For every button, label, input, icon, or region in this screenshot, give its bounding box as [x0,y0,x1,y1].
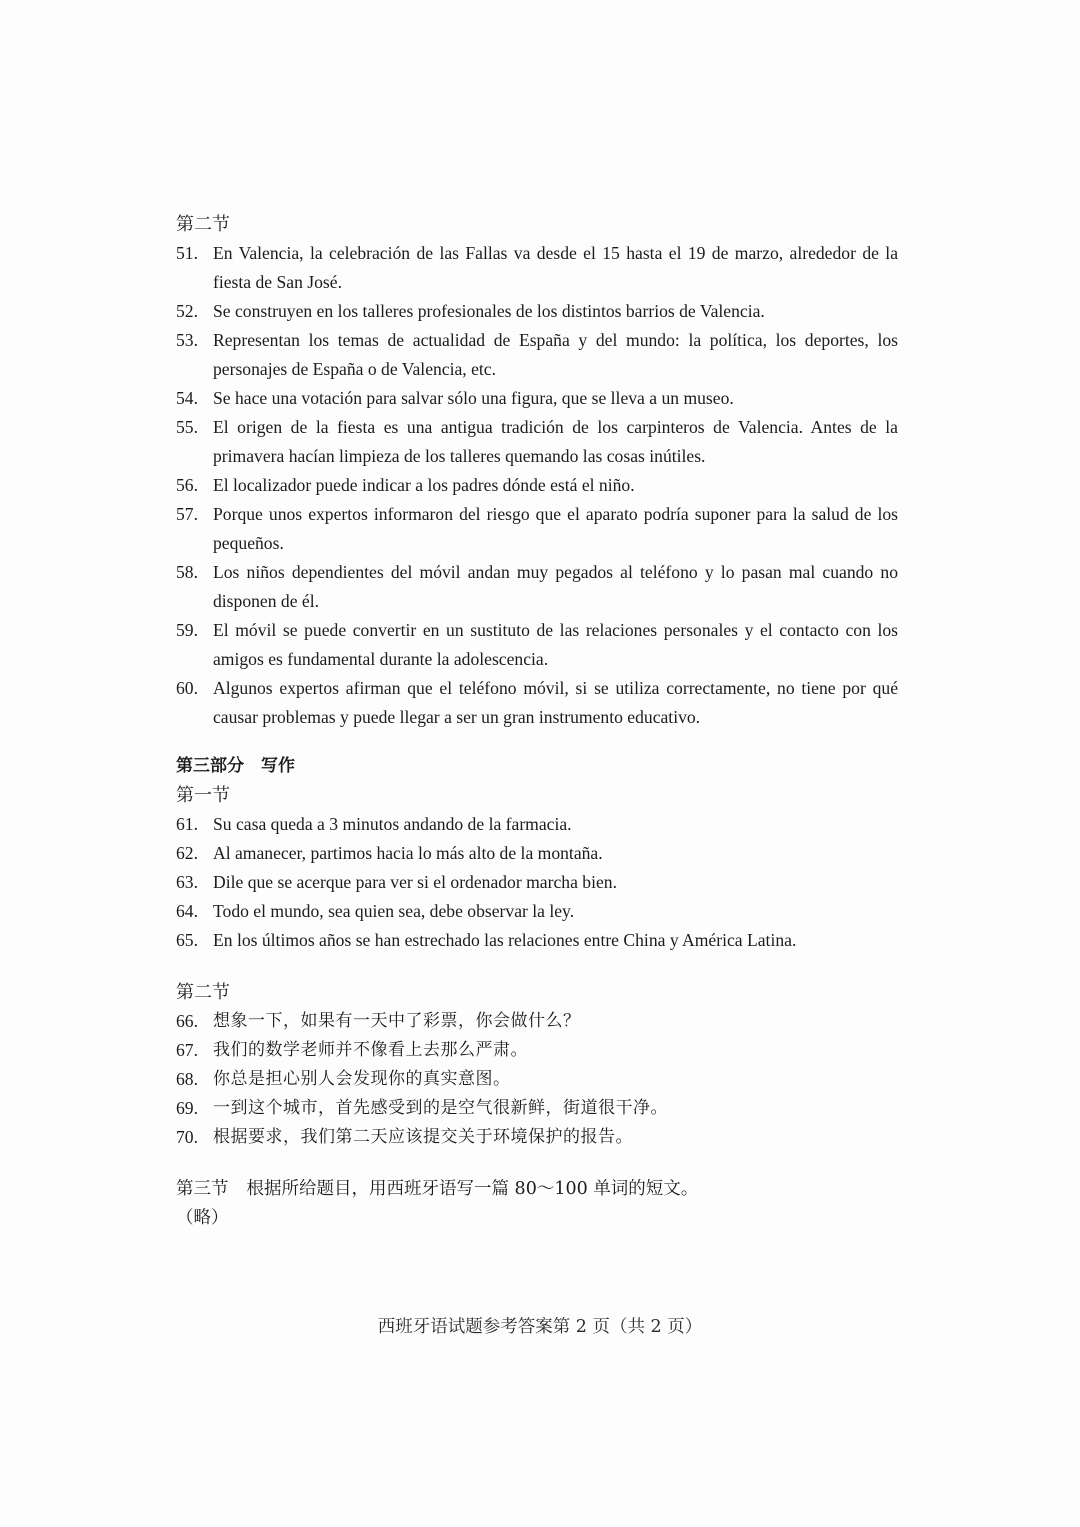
item-number: 62. [176,843,198,863]
section-heading-part3-section2: 第二节 [176,982,230,1002]
section-heading-part2-section2: 第二节 [176,214,230,234]
item-number: 68. [176,1069,198,1089]
answer-item-67 [176,1036,898,1065]
item-text: El origen de la fiesta es una antigua tradición de los carpinteros de Valencia. Antes de la primavera hacían limpieza de los talleres quemando las cosas inútiles. [213,417,898,466]
section3-instruction: 根据所给题目，用西班牙语写一篇 80～100 单词的短文。 [246,1179,699,1199]
item-number: 69. [176,1098,198,1118]
item-number: 54. [176,388,198,408]
item-text: El móvil se puede convertir en un sustituto de las relaciones personales y el contacto con los amigos es fundamental durante la adolescencia. [213,620,898,669]
item-text: El localizador puede indicar a los padres dónde está el niño. [213,475,635,495]
item-number: 67. [176,1040,198,1060]
item-number: 58. [176,562,198,582]
section3-instruction-line [176,1175,898,1204]
item-number: 64. [176,901,198,921]
item-number: 66. [176,1011,198,1031]
answer-item-56 [176,471,898,500]
item-number: 55. [176,417,198,437]
item-text: Algunos expertos afirman que el teléfono móvil, si se utiliza correctamente, no tiene por qué causar problemas y puede llegar a ser un gran instrumento educativo. [213,678,898,727]
part-heading-writing: 第三部分 写作 [176,756,295,776]
item-text: Los niños dependientes del móvil andan muy pegados al teléfono y lo pasan mal cuando no disponen de él. [213,562,898,611]
item-number: 52. [176,301,198,321]
answer-item-53 [176,326,898,384]
item-text: Su casa queda a 3 minutos andando de la farmacia. [213,814,572,834]
answer-item-62 [176,839,898,868]
item-text: Se hace una votación para salvar sólo una figura, que se lleva a un museo. [213,388,734,408]
item-text: 我们的数学老师并不像看上去那么严肃。 [213,1040,528,1060]
item-text: Se construyen en los talleres profesionales de los distintos barrios de Valencia. [213,301,765,321]
item-text: Porque unos expertos informaron del riesgo que el aparato podría suponer para la salud de los pequeños. [213,504,898,553]
item-text: 根据要求，我们第二天应该提交关于环境保护的报告。 [213,1127,633,1147]
page-content [176,210,898,1233]
omitted-note: （略） [176,1208,229,1228]
answer-item-69 [176,1094,898,1123]
answer-item-66 [176,1007,898,1036]
item-number: 53. [176,330,198,350]
answer-item-52 [176,297,898,326]
spacer [176,955,898,978]
item-number: 56. [176,475,198,495]
item-text: Dile que se acerque para ver si el ordenador marcha bien. [213,872,617,892]
section-heading-part3-section3: 第三节 [176,1179,229,1199]
spacer [176,1152,898,1175]
answer-item-68 [176,1065,898,1094]
item-text: En los últimos años se han estrechado las relaciones entre China y América Latina. [213,930,797,950]
answer-item-65 [176,926,898,955]
item-text: 你总是担心别人会发现你的真实意图。 [213,1069,511,1089]
answer-item-61 [176,810,898,839]
answer-item-70 [176,1123,898,1152]
answer-item-60 [176,674,898,732]
item-number: 60. [176,678,198,698]
answer-item-63 [176,868,898,897]
page-footer: 西班牙语试题参考答案第 2 页（共 2 页） [377,1317,703,1337]
item-text: Representan los temas de actualidad de España y del mundo: la política, los deportes, los personajes de España o de Valencia, etc. [213,330,898,379]
item-text: 一到这个城市，首先感受到的是空气很新鲜，街道很干净。 [213,1098,668,1118]
item-number: 59. [176,620,198,640]
item-text: En Valencia, la celebración de las Fallas va desde el 15 hasta el 19 de marzo, alrededor de la fiesta de San José. [213,243,898,292]
item-text: Todo el mundo, sea quien sea, debe observar la ley. [213,901,575,921]
answer-item-54 [176,384,898,413]
item-number: 51. [176,243,198,263]
item-number: 63. [176,872,198,892]
item-number: 65. [176,930,198,950]
item-text: 想象一下，如果有一天中了彩票，你会做什么？ [213,1011,581,1031]
section-heading-part3-section1: 第一节 [176,785,230,805]
answer-item-57 [176,500,898,558]
answer-item-55 [176,413,898,471]
item-number: 57. [176,504,198,524]
answer-item-58 [176,558,898,616]
item-text: Al amanecer, partimos hacia lo más alto de la montaña. [213,843,603,863]
answer-item-64 [176,897,898,926]
answer-item-51 [176,239,898,297]
item-number: 70. [176,1127,198,1147]
item-number: 61. [176,814,198,834]
answer-item-59 [176,616,898,674]
spacer [176,732,898,752]
